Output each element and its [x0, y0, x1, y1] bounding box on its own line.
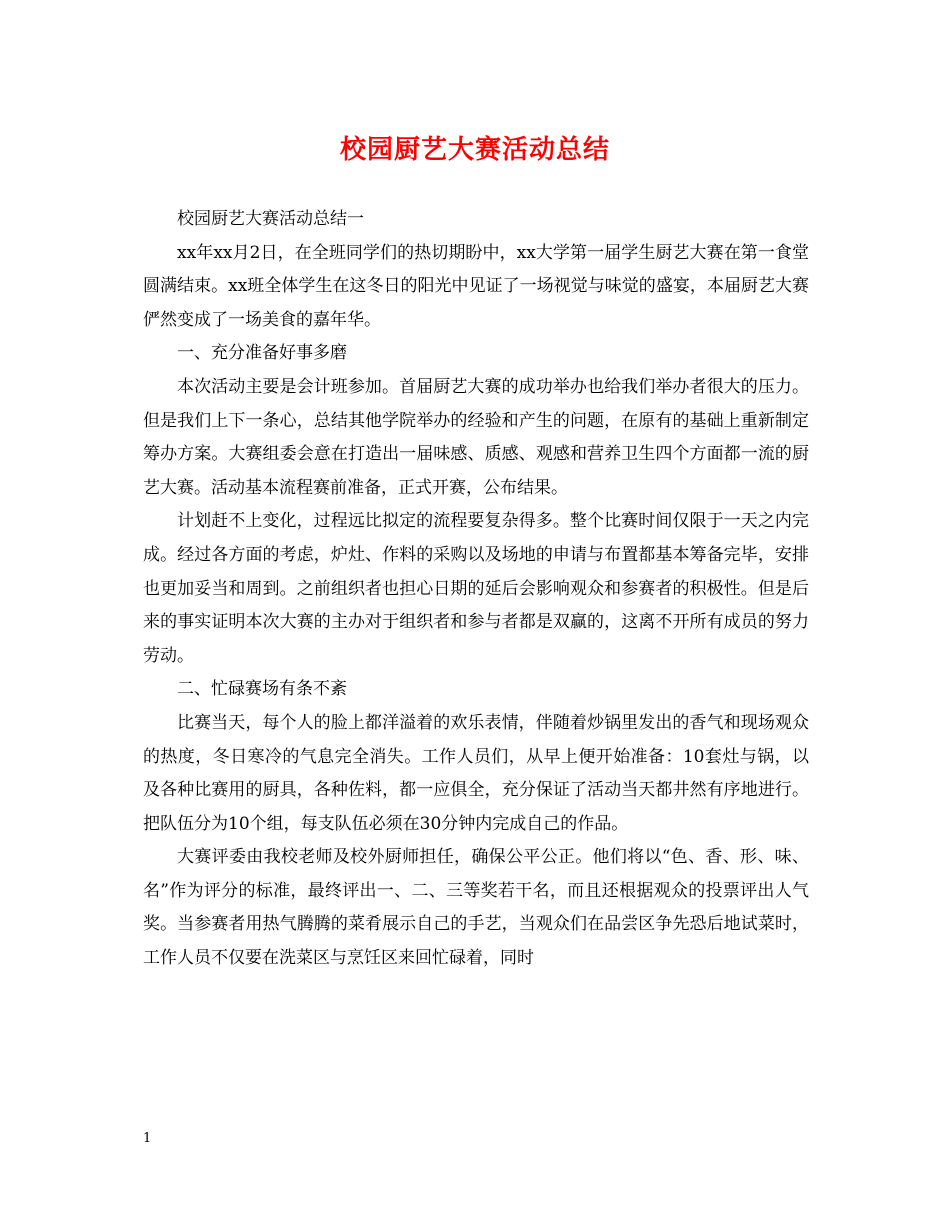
section-heading-1: 一、充分准备好事多磨 — [177, 343, 347, 364]
section-heading-2: 二、忙碌赛场有条不紊 — [177, 679, 347, 700]
document-body — [143, 203, 809, 976]
page-number: 1 — [143, 1131, 152, 1146]
paragraph-intro: xx年xx月2日，在全班同学们的热切期盼中，xx大学第一届学生厨艺大赛在第一食堂圆满结束。xx班全体学生在这冬日的阳光中见证了一场视觉与味觉的盛宴，本届厨艺大赛俨然变成了一场美食的嘉年华。 — [143, 242, 809, 330]
paragraph: 比赛当天，每个人的脸上都洋溢着的欢乐表情，伴随着炒锅里发出的香气和现场观众的热度，冬日寒冷的气息完全消失。工作人员们，从早上便开始准备：10套灶与锅，以及各种比赛用的厨具，各种佐料，都一应俱全，充分保证了活动当天都井然有序地进行。把队伍分为10个组，每支队伍必须在30分钟内完成自己的作品。 — [143, 712, 809, 834]
paragraph: 本次活动主要是会计班参加。首届厨艺大赛的成功举办也给我们举办者很大的压力。但是我们上下一条心，总结其他学院举办的经验和产生的问题，在原有的基础上重新制定筹办方案。大赛组委会意在打造出一届味感、质感、观感和营养卫生四个方面都一流的厨艺大赛。活动基本流程赛前准备，正式开赛，公布结果。 — [143, 376, 809, 498]
paragraph-subtitle: 校园厨艺大赛活动总结一 — [177, 209, 364, 229]
document-title: 校园厨艺大赛活动总结 — [339, 135, 610, 165]
paragraph: 大赛评委由我校老师及校外厨师担任，确保公平公正。他们将以“色、香、形、味、名”作为评分的标准，最终评出一、二、三等奖若干名，而且还根据观众的投票评出人气奖。当参赛者用热气腾腾的菜肴展示自己的手艺，当观众们在品尝区争先恐后地试菜时，工作人员不仅要在洗菜区与烹饪区来回忙碌着，同时 — [143, 847, 809, 969]
paragraph: 计划赶不上变化，过程远比拟定的流程要复杂得多。整个比赛时间仅限于一天之内完成。经过各方面的考虑，炉灶、作料的采购以及场地的申请与布置都基本筹备完毕，安排也更加妥当和周到。之前组织者也担心日期的延后会影响观众和参赛者的积极性。但是后来的事实证明本次大赛的主办对于组织者和参与者都是双赢的，这离不开所有成员的努力劳动。 — [143, 511, 809, 666]
